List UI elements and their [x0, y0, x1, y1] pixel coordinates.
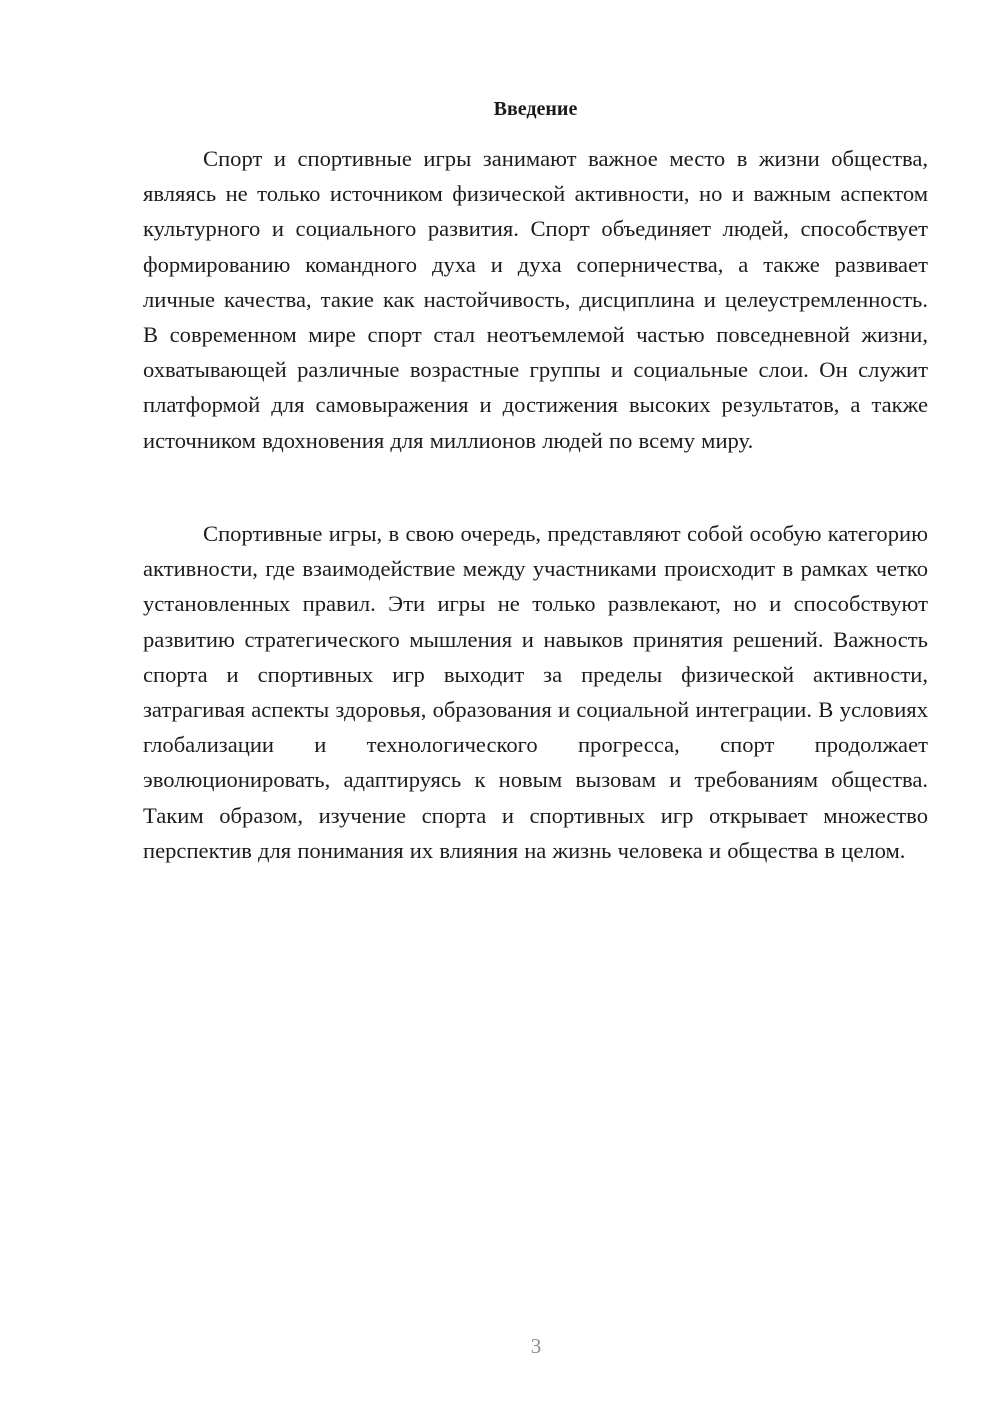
page-number: 3: [530, 1334, 542, 1358]
paragraph-2: Спортивные игры, в свою очередь, представляют собой особую категорию активности, где взаимодействие между участниками происходит в рамках четко установленных правил. Эти игры не только развлекают, но и способствуют развитию стратегического мышления и навыков принятия решений. Важность спорта и спортивных игр выходит за пределы физической активности, затрагивая аспекты здоровья, образования и социальной интеграции. В условиях глобализации и технологического прогресса, спорт продолжает эволюционировать, адаптируясь к новым вызовам и требованиям общества. Таким образом, изучение спорта и спортивных игр открывает множество перспектив для понимания их влияния на жизнь человека и общества в целом.: [143, 521, 928, 863]
section-title: Введение: [493, 98, 578, 120]
paragraph-1: Спорт и спортивные игры занимают важное место в жизни общества, являясь не только источником физической активности, но и важным аспектом культурного и социального развития. Спорт объединяет людей, способствует формированию командного духа и духа соперничества, а также развивает личные качества, такие как настойчивость, дисциплина и целеустремленность. В современном мире спорт стал неотъемлемой частью повседневной жизни, охватывающей различные возрастные группы и социальные слои. Он служит платформой для самовыражения и достижения высоких результатов, а также источником вдохновения для миллионов людей по всему миру.: [143, 146, 928, 453]
